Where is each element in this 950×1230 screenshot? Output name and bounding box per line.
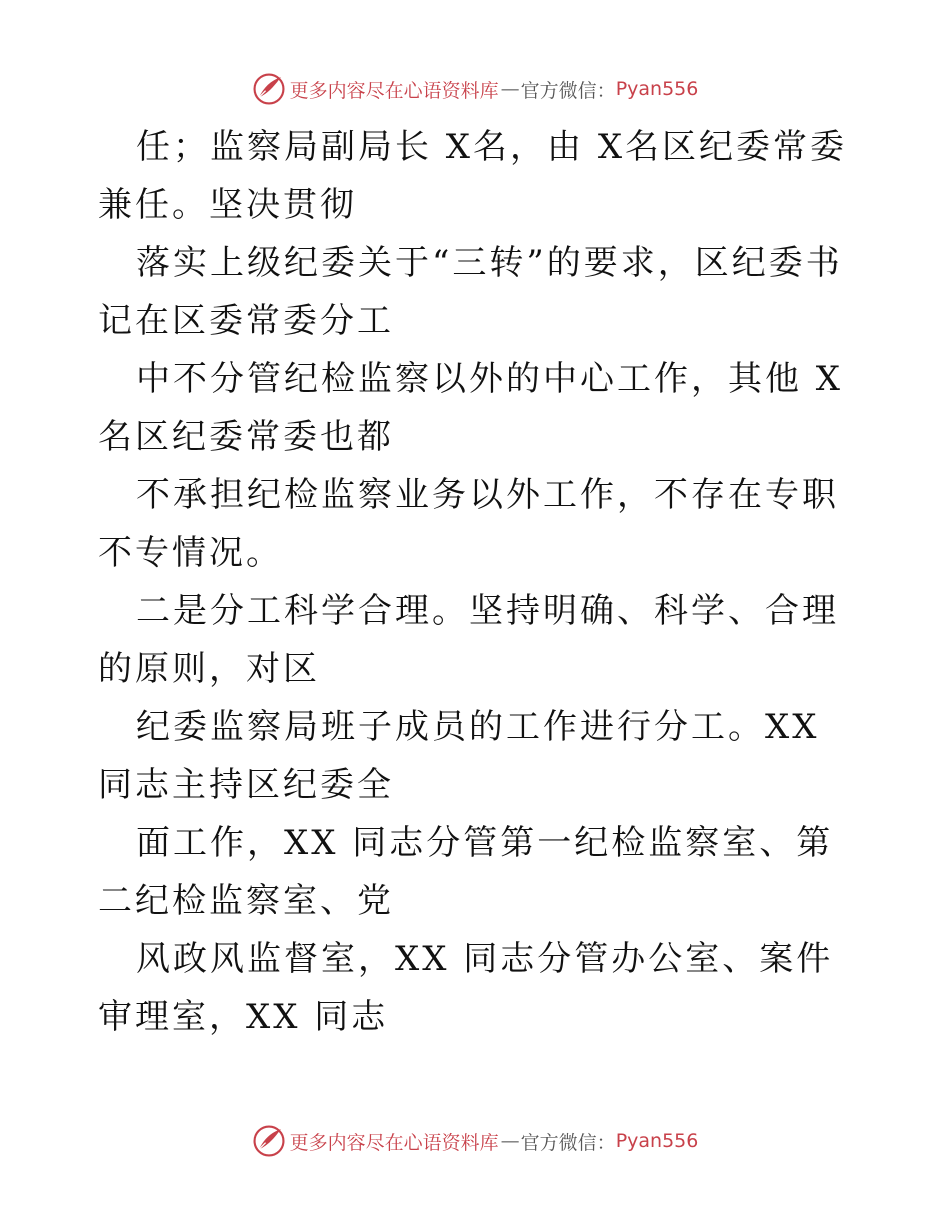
quill-pen-logo-icon xyxy=(252,72,286,106)
paragraph: 二是分工科学合理。坚持明确、科学、合理的原则，对区 xyxy=(98,591,839,689)
wechat-id: Pyan556 xyxy=(615,78,699,100)
paragraph: 任；监察局副局长 X名，由 X名区纪委常委兼任。坚决贯彻 xyxy=(98,127,848,225)
banner-text: 更多内容尽在心语资料库 xyxy=(289,1131,499,1154)
wechat-label: 官方微信： xyxy=(520,1131,616,1154)
banner-separator: — xyxy=(500,1130,519,1152)
paragraph: 落实上级纪委关于“三转”的要求，区纪委书记在区委常委分工 xyxy=(98,243,843,341)
banner-separator: — xyxy=(500,78,519,100)
wechat-label: 官方微信： xyxy=(520,79,616,102)
header-banner xyxy=(0,72,950,106)
paragraph: 面工作，XX 同志分管第一纪检监察室、第二纪检监察室、党 xyxy=(98,823,834,921)
paragraph: 中不分管纪检监察以外的中心工作，其他 X名区纪委常委也都 xyxy=(98,359,844,457)
document-body xyxy=(0,118,950,1046)
banner-text: 更多内容尽在心语资料库 xyxy=(289,79,499,102)
paragraph: 纪委监察局班子成员的工作进行分工。XX 同志主持区纪委全 xyxy=(98,707,834,805)
quill-pen-logo-icon xyxy=(252,1124,286,1158)
paragraph: 不承担纪检监察业务以外工作，不存在专职不专情况。 xyxy=(98,475,839,573)
paragraph: 风政风监督室，XX 同志分管办公室、案件审理室，XX 同志 xyxy=(98,939,834,1037)
footer-banner xyxy=(0,1124,950,1158)
wechat-id: Pyan556 xyxy=(615,1130,699,1152)
